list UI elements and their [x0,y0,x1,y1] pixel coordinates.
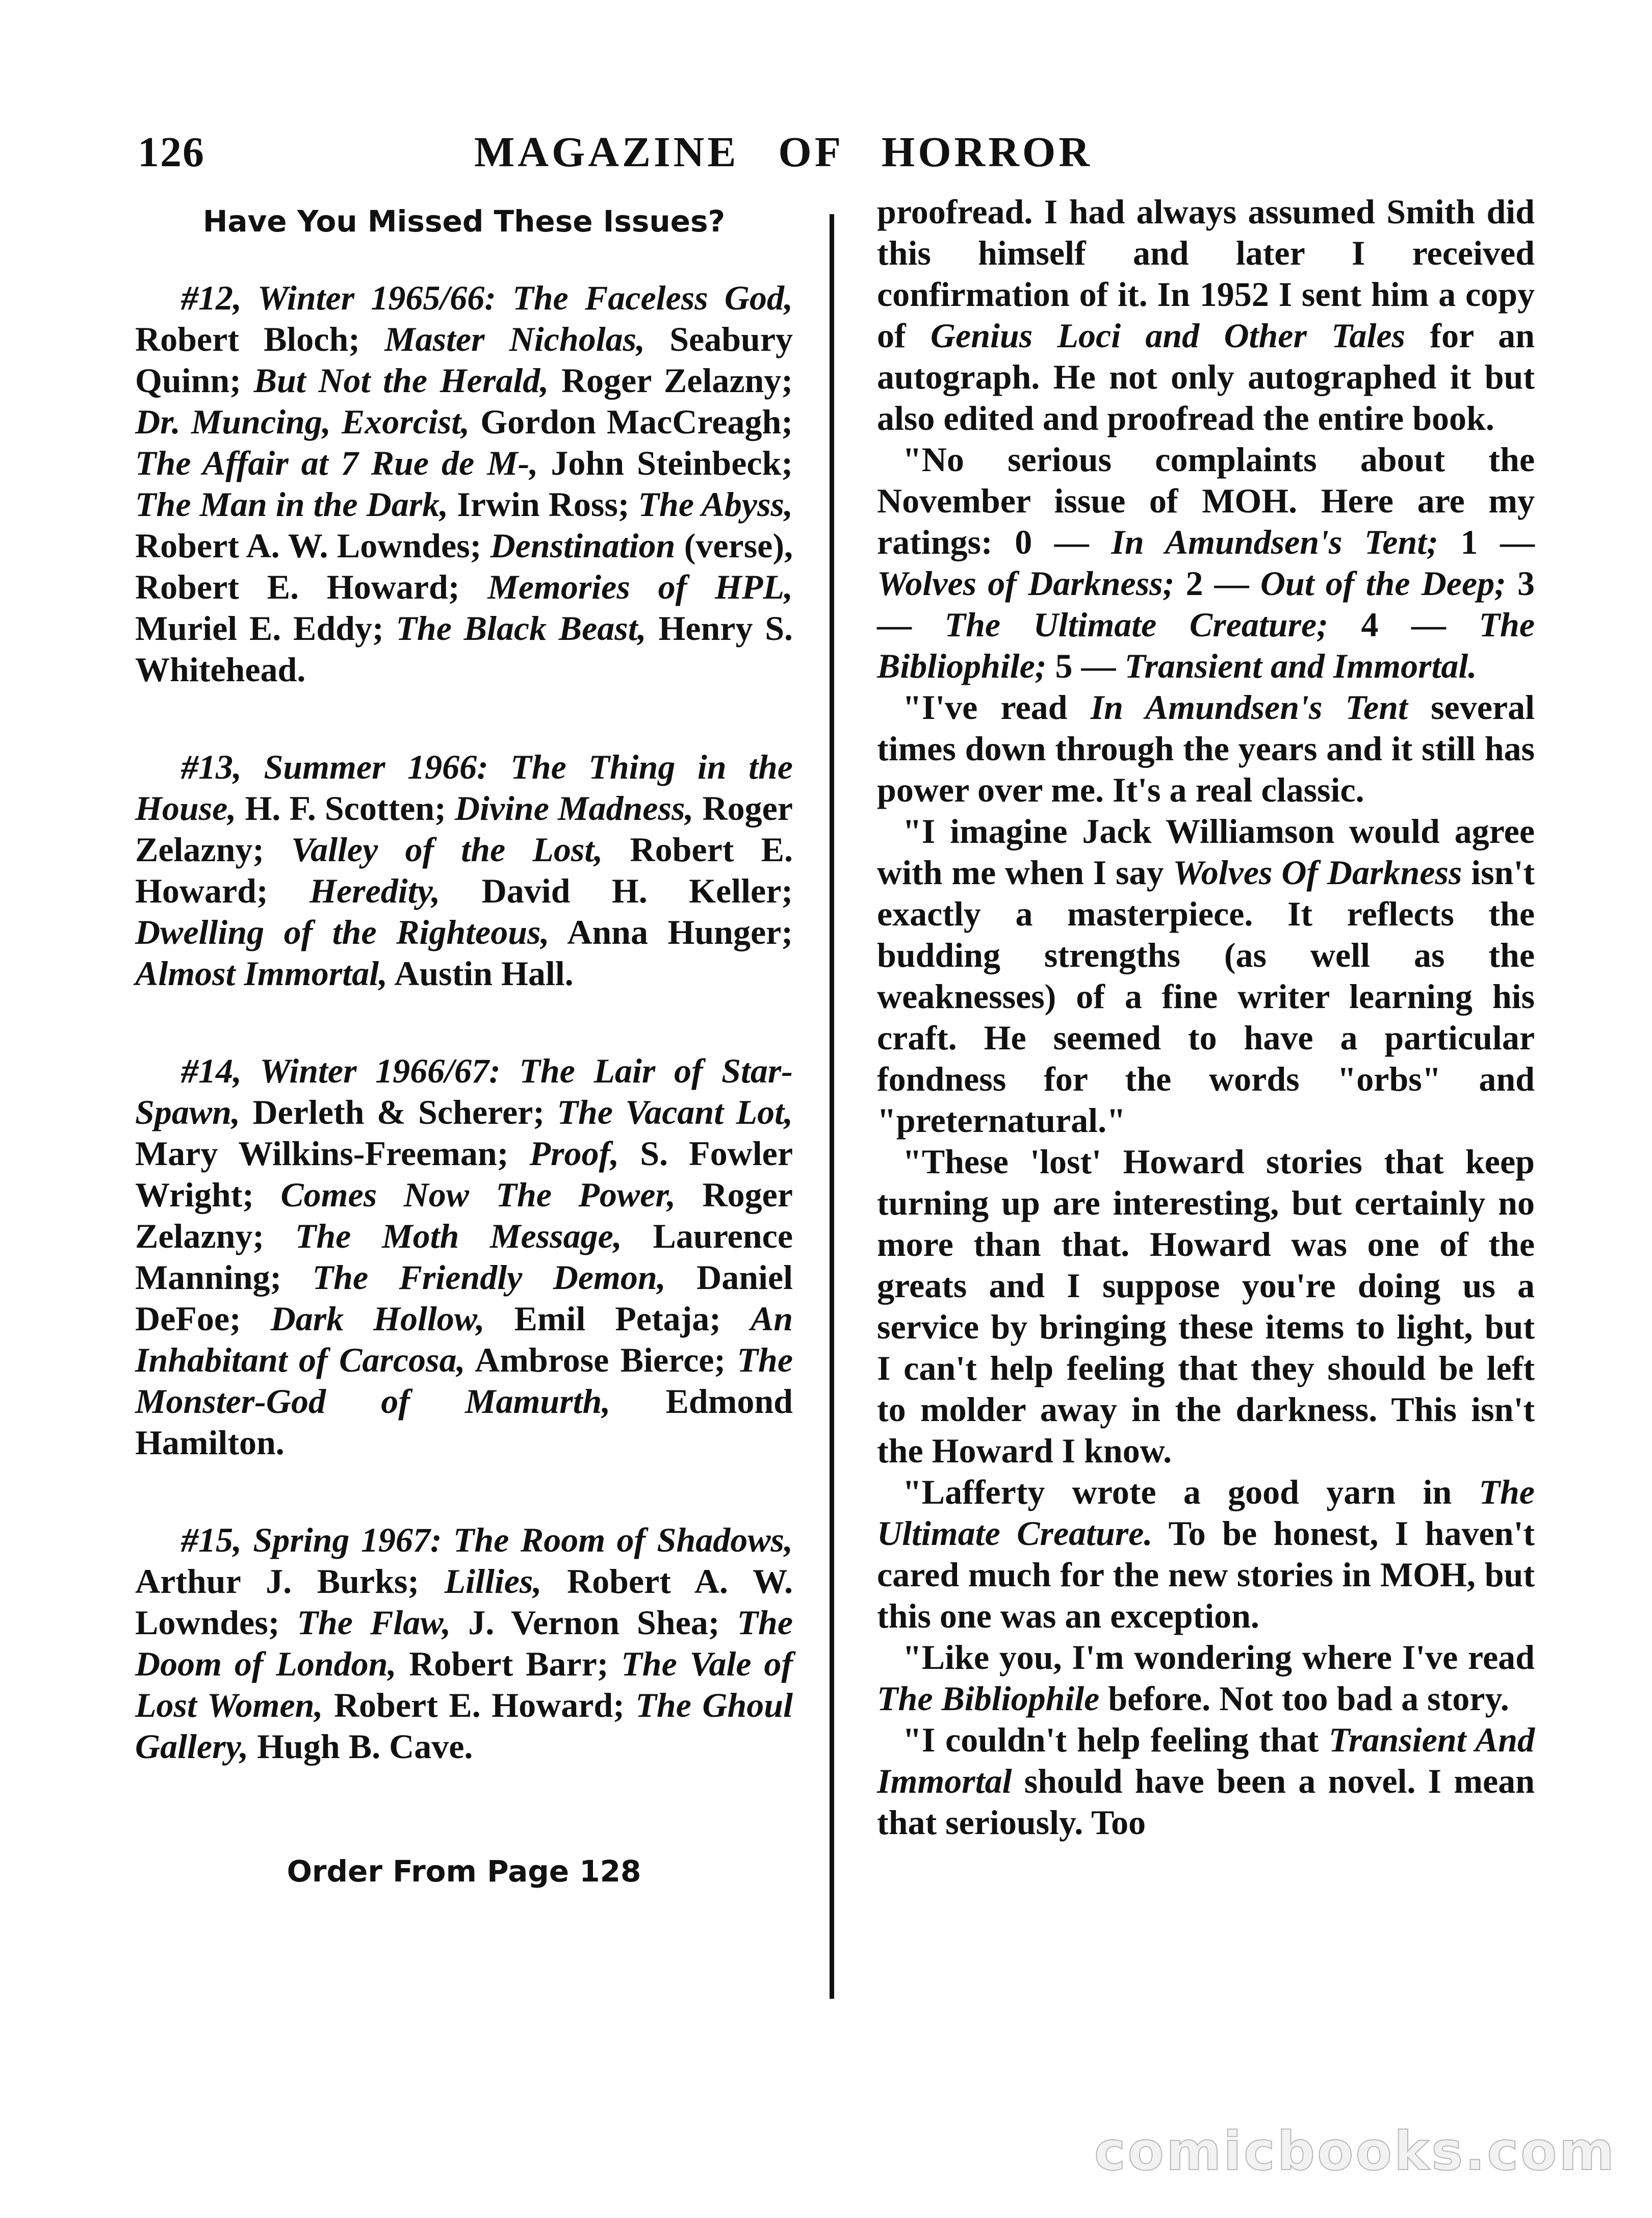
letter-text: 5 — [1046,647,1125,685]
italic-title: The Ultimate Creature; [944,605,1328,644]
italic-title: In Amundsen's Tent; [1111,523,1438,561]
story-author: Arthur J. Burks; [135,1562,420,1601]
story-author: Edmond Hamilton. [135,1382,793,1462]
story-author: Henry S. Whitehead. [135,609,793,689]
issue-entry [135,277,793,690]
story-listing [135,913,793,951]
issue-entry [135,746,793,994]
order-footer: Order From Page 128 [287,1854,641,1889]
issue-number: #15, Spring 1967: [181,1520,442,1559]
letter-paragraph [877,811,1535,1141]
story-listing [309,871,793,910]
back-issues-heading: Have You Missed These Issues? [202,204,726,239]
story-title: Divine Madness, [454,789,694,828]
story-title: But Not the Herald, [253,361,549,400]
story-title: The Affair at 7 Rue de M-, [135,444,538,482]
story-title: Dr. Muncing, Exorcist, [135,402,470,441]
letter-text: "I imagine Jack Williamson would agree with me when I say [877,812,1535,892]
story-title: Proof, [529,1134,620,1173]
issue-entry [135,1519,793,1767]
story-author: S. Fowler Wright; [135,1134,793,1214]
issue-entry [135,1050,793,1463]
letter-text: should have been a novel. I mean that seriously. Too [877,1762,1535,1842]
italic-title: In Amundsen's Tent [1090,688,1408,727]
italic-title: The Bibliophile; [877,605,1535,685]
story-title: The Man in the Dark, [135,485,449,524]
story-author: Roger Zelazny; [561,361,793,400]
story-author: David H. Keller; [481,871,793,910]
story-title: The Vale of Lost Women, [135,1644,793,1724]
letter-paragraph [877,687,1535,811]
italic-title: Transient and Immortal. [1124,647,1477,685]
story-title: The Black Beast, [396,609,647,648]
story-listing [135,954,574,993]
story-title: The Thing in the House, [135,747,793,828]
letter-text: 2 — [1174,564,1260,603]
story-author: Robert A. W. Lowndes; [135,1562,793,1642]
story-author: Roger Zelazny; [135,1175,793,1255]
italic-title: The Bibliophile [877,1679,1100,1718]
column-divider [830,214,834,1999]
letter-text: "These 'lost' Howard stories that keep turning up are interesting, but certainly no more than that. Howard was one of the greats and I suppose you're doing us a service by bringing these items to light, but I can't help feeling that they should be left to molder away in the darkness. This isn't the Howard I know. [877,1142,1535,1470]
letter-text: "I've read [902,688,1091,727]
story-author: Emil Petaja; [514,1299,721,1338]
story-title: The Vacant Lot, [557,1093,793,1131]
story-author: Ambrose Bierce; [475,1340,726,1379]
story-author: Mary Wilkins-Freeman; [135,1134,509,1173]
story-listing [135,402,793,441]
story-title: The Doom of London, [135,1603,793,1683]
letter-column [877,191,1535,2027]
story-title: Dwelling of the Righteous, [135,913,550,951]
story-title: The Ghoul Gallery, [135,1686,793,1766]
story-title: Lillies, [444,1562,542,1601]
story-title: Master Nicholas, [384,320,646,358]
issue-number: #13, Summer 1966: [181,747,488,786]
story-title: The Abyss, [638,485,793,524]
story-author: Daniel DeFoe; [135,1258,793,1338]
story-title: Memories of HPL, [487,568,793,606]
italic-title: Wolves Of Darkness [1173,853,1462,892]
letter-text: "Like you, I'm wondering where I've read [902,1638,1535,1677]
story-author: Roger Zelazny; [135,789,793,869]
story-author: Robert E. Howard; [333,1686,625,1724]
story-author: Robert Bloch; [135,320,360,358]
letter-text: isn't exactly a masterpiece. It reflects the budding strengths (as well as the weaknesses) of a fine writer learning his craft. He seemed to have a particular fondness for the words "orbs" and "preternatural." [877,853,1535,1140]
story-author: H. F. Scotten; [245,789,446,828]
story-title: The Flaw, [297,1603,451,1642]
story-title: The Faceless God, [512,278,793,317]
story-listing [271,1299,721,1338]
letter-paragraph [877,439,1535,687]
story-author: Seabury Quinn; [135,320,793,400]
issue-number: #14, Winter 1966/67: [181,1051,501,1090]
story-title: Heredity, [309,871,441,910]
letter-text: "I couldn't help feeling that [902,1720,1329,1759]
letter-paragraph [877,1719,1535,1843]
back-issues-column [135,204,793,2019]
story-author: Derleth & Scherer; [252,1093,545,1131]
story-listing [297,1603,719,1642]
story-author: Robert A. W. Lowndes; [135,526,482,565]
story-title: The Monster-God of Mamurth, [135,1340,793,1421]
issues-list [135,277,793,1767]
letter-text: before. Not too bad a story. [1099,1679,1509,1718]
italic-title: Transient And Immortal [877,1720,1535,1800]
story-title: Comes Now The Power, [280,1175,676,1214]
story-title: Valley of the Lost, [291,830,603,869]
story-author: Laurence Manning; [135,1217,793,1297]
watermark: comicbooks.com [1094,2120,1616,2182]
story-listing [135,444,793,482]
italic-title: Genius Loci and Other Tales [930,316,1406,355]
story-author: Muriel E. Eddy; [135,609,384,648]
story-listing [135,485,629,524]
letter-text: 3 — [877,564,1535,644]
letter-paragraph [877,1637,1535,1719]
running-title: MAGAZINE OF HORROR [474,128,1093,176]
story-title: The Room of Shadows, [453,1520,793,1559]
story-author: Austin Hall. [394,954,574,993]
letter-text: several times down through the years and it still has power over me. It's a real classic. [877,688,1535,809]
italic-title: The Ultimate Creature. [877,1473,1535,1553]
story-author: Robert E. Howard; [135,830,793,910]
story-title: The Friendly Demon, [312,1258,666,1297]
page-header [138,127,1525,199]
story-title: Dark Hollow, [270,1299,485,1338]
letter-text: 1 — [1438,523,1535,561]
story-listing [254,361,793,400]
story-title: Denstination [490,526,676,565]
letter-text: "No serious complaints about the November issue of MOH. Here are my ratings: 0 — [877,440,1535,561]
issue-number: #12, Winter 1965/66: [181,278,496,317]
italic-title: Out of the Deep; [1260,564,1506,603]
story-author: Irwin Ross; [457,485,630,524]
letter-paragraph [877,191,1535,439]
italic-title: Wolves of Darkness; [877,564,1175,603]
letter-text: To be honest, I haven't cared much for the new stories in MOH, but this one was an exception. [877,1514,1535,1635]
story-author: J. Vernon Shea; [468,1603,720,1642]
letter-text: "Lafferty wrote a good yarn in [902,1473,1479,1511]
letter-text: 4 — [1328,605,1479,644]
story-title: Almost Immortal, [135,954,388,993]
letter-text: for an autograph. He not only autographed it but also edited and proofread the entire book. [877,316,1535,437]
story-title: The Moth Message, [295,1217,622,1255]
story-author: John Steinbeck; [551,444,793,482]
letter-text: proofread. I had always assumed Smith did this himself and later I received confirmation of it. In 1952 I sent him a copy of [877,192,1535,355]
story-author: Hugh B. Cave. [257,1727,473,1766]
story-author: (verse), Robert E. Howard; [135,526,793,606]
story-author: Gordon MacCreagh; [480,402,793,441]
letter-paragraph [877,1141,1535,1472]
letter-paragraph [877,1472,1535,1637]
story-title: The Lair of Star-Spawn, [135,1051,793,1131]
story-title: An Inhabitant of Carcosa, [135,1299,793,1379]
story-author: Anna Hunger; [567,913,793,951]
page-number: 126 [138,128,205,176]
story-author: Robert Barr; [409,1644,609,1683]
